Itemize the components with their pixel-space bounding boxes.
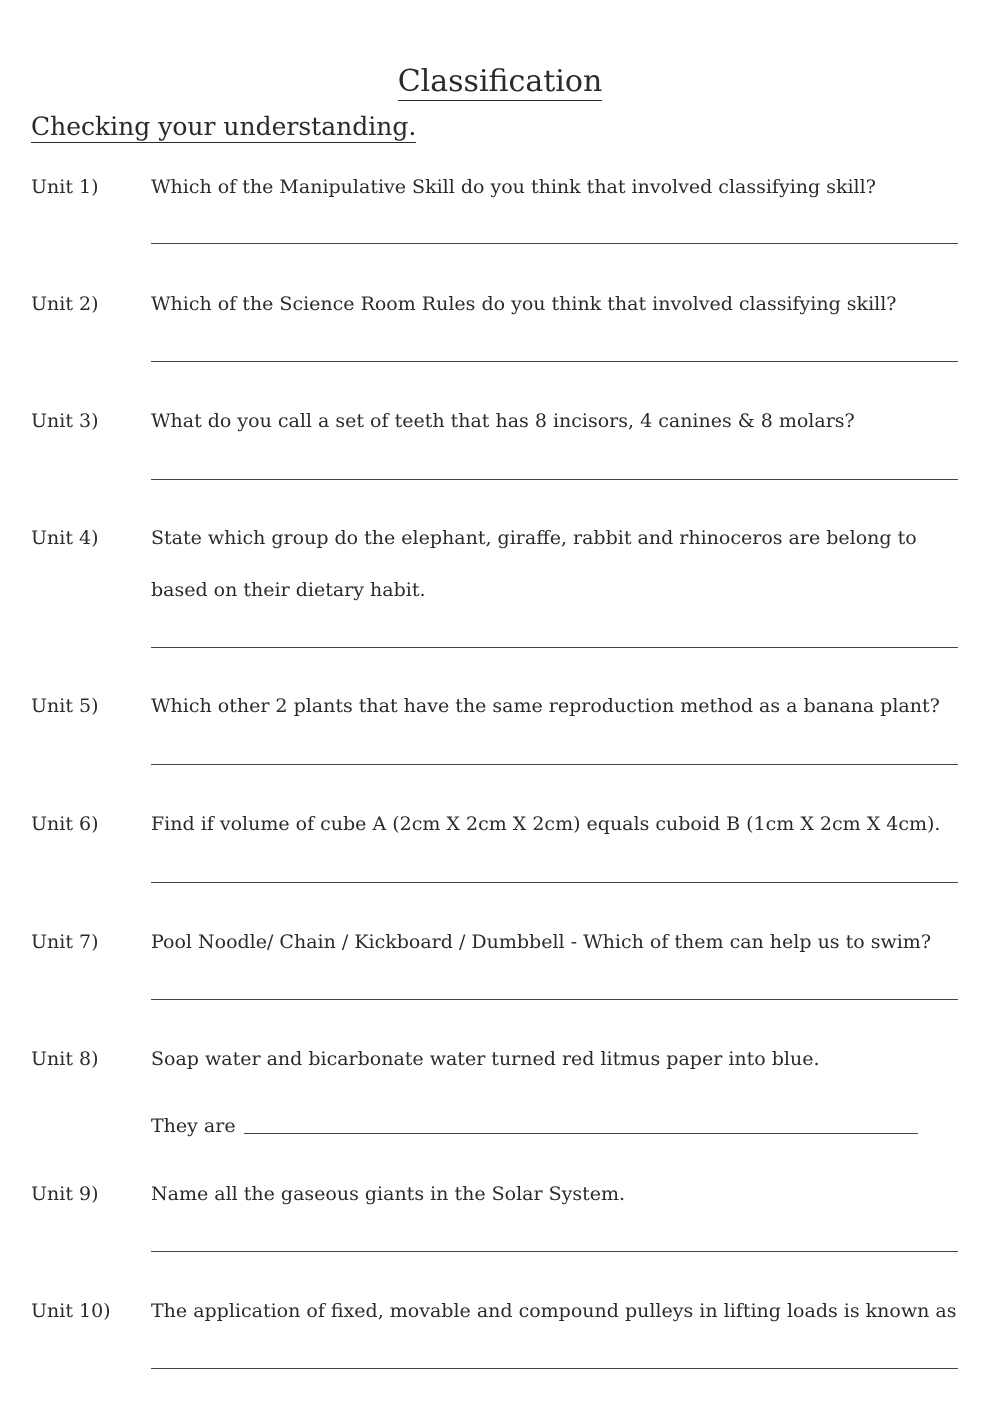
unit-label: Unit 7) — [31, 931, 99, 953]
unit-label: Unit 9) — [31, 1183, 99, 1205]
question-text: Which other 2 plants that have the same reproduction method as a banana plant? — [151, 695, 940, 717]
question-text: Name all the gaseous giants in the Solar System. — [151, 1183, 626, 1205]
question-text: Which of the Manipulative Skill do you think that involved classifying skill? — [151, 176, 876, 198]
question-text: State which group do the elephant, giraffe, rabbit and rhinoceros are belong to — [151, 527, 917, 549]
unit-label: Unit 5) — [31, 695, 99, 717]
unit-label: Unit 6) — [31, 813, 99, 835]
unit-label: Unit 2) — [31, 293, 99, 315]
unit-label: Unit 10) — [31, 1300, 111, 1322]
question-text: The application of fixed, movable and compound pulleys in lifting loads is known as — [151, 1300, 957, 1322]
question-text: Pool Noodle/ Chain / Kickboard / Dumbbell - Which of them can help us to swim? — [151, 931, 932, 953]
answer-line[interactable] — [151, 1368, 958, 1369]
question-text: What do you call a set of teeth that has 8 incisors, 4 canines & 8 molars? — [151, 410, 855, 432]
answer-line[interactable] — [151, 999, 958, 1000]
answer-line[interactable] — [151, 1251, 958, 1252]
worksheet-title: Classification — [397, 64, 603, 99]
answer-line[interactable] — [151, 647, 958, 648]
question-text: Soap water and bicarbonate water turned red litmus paper into blue. — [151, 1048, 820, 1070]
worksheet-subtitle: Checking your understanding. — [31, 112, 417, 141]
unit-label: Unit 4) — [31, 527, 99, 549]
answer-line[interactable] — [151, 479, 958, 480]
answer-line[interactable] — [151, 243, 958, 244]
unit-label: Unit 3) — [31, 410, 99, 432]
answer-line[interactable] — [151, 764, 958, 765]
answer-prefix: They are — [151, 1115, 236, 1137]
question-text-continued: based on their dietary habit. — [151, 579, 426, 601]
answer-line[interactable] — [151, 882, 958, 883]
answer-line[interactable] — [151, 361, 958, 362]
question-text: Which of the Science Room Rules do you think that involved classifying skill? — [151, 293, 897, 315]
question-text: Find if volume of cube A (2cm X 2cm X 2cm) equals cuboid B (1cm X 2cm X 4cm). — [151, 813, 941, 835]
answer-line[interactable] — [244, 1133, 918, 1134]
unit-label: Unit 8) — [31, 1048, 99, 1070]
unit-label: Unit 1) — [31, 176, 99, 198]
